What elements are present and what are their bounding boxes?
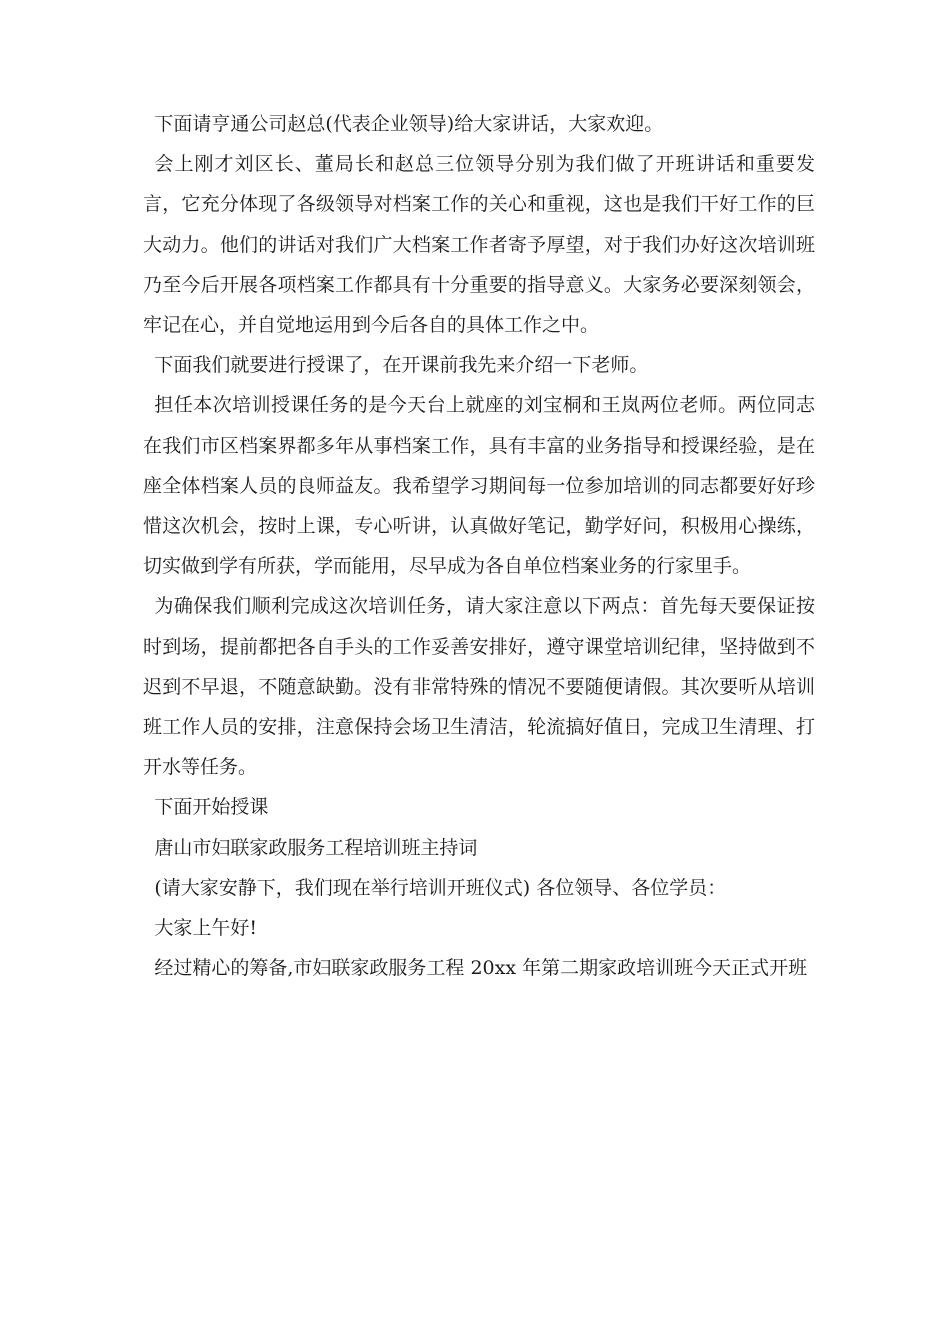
paragraph: 下面开始授课 [154, 796, 269, 819]
paragraph: 经过精心的筹备,市妇联家政服务工程 20xx 年第二期家政培训班今天正式开班 [154, 957, 808, 980]
paragraph: 下面我们就要进行授课了，在开课前我先来介绍一下老师。 [154, 354, 649, 377]
paragraph: 担任本次培训授课任务的是今天台上就座的刘宝桐和王岚两位老师。两位同志在我们市区档案界都多年从事档案工作，具有丰富的业务指导和授课经验，是在座全体档案人员的良师益友。我希望学习期间每一位参加培训的同志都要好好珍惜这次机会，按时上课，专心听讲，认真做好笔记，勤学好问，积极用心操练，切实做到学有所获，学而能用，尽早成为各自单位档案业务的行家里手。 [143, 394, 815, 578]
paragraph: 为确保我们顺利完成这次培训任务，请大家注意以下两点：首先每天要保证按时到场，提前都把各自手头的工作妥善安排好，遵守课堂培训纪律，坚持做到不迟到不早退，不随意缺勤。没有非常特殊的情况不要随便请假。其次要听从培训班工作人员的安排，注意保持会场卫生清洁，轮流搞好值日，完成卫生清理、打开水等任务。 [143, 595, 815, 779]
paragraph: (请大家安静下，我们现在举行培训开班仪式) 各位领导、各位学员： [154, 876, 727, 899]
document-body [143, 104, 815, 988]
paragraph: 大家上午好! [154, 917, 258, 940]
paragraph: 会上刚才刘区长、董局长和赵总三位领导分别为我们做了开班讲话和重要发言，它充分体现了各级领导对档案工作的关心和重视，这也是我们干好工作的巨大动力。他们的讲话对我们广大档案工作者寄予厚望，对于我们办好这次培训班乃至今后开展各项档案工作都具有十分重要的指导意义。大家务必要深刻领会，牢记在心，并自觉地运用到今后各自的具体工作之中。 [143, 153, 815, 337]
paragraph: 下面请亨通公司赵总(代表企业领导)给大家讲话，大家欢迎。 [154, 113, 664, 135]
section-title: 唐山市妇联家政服务工程培训班主持词 [154, 836, 478, 859]
